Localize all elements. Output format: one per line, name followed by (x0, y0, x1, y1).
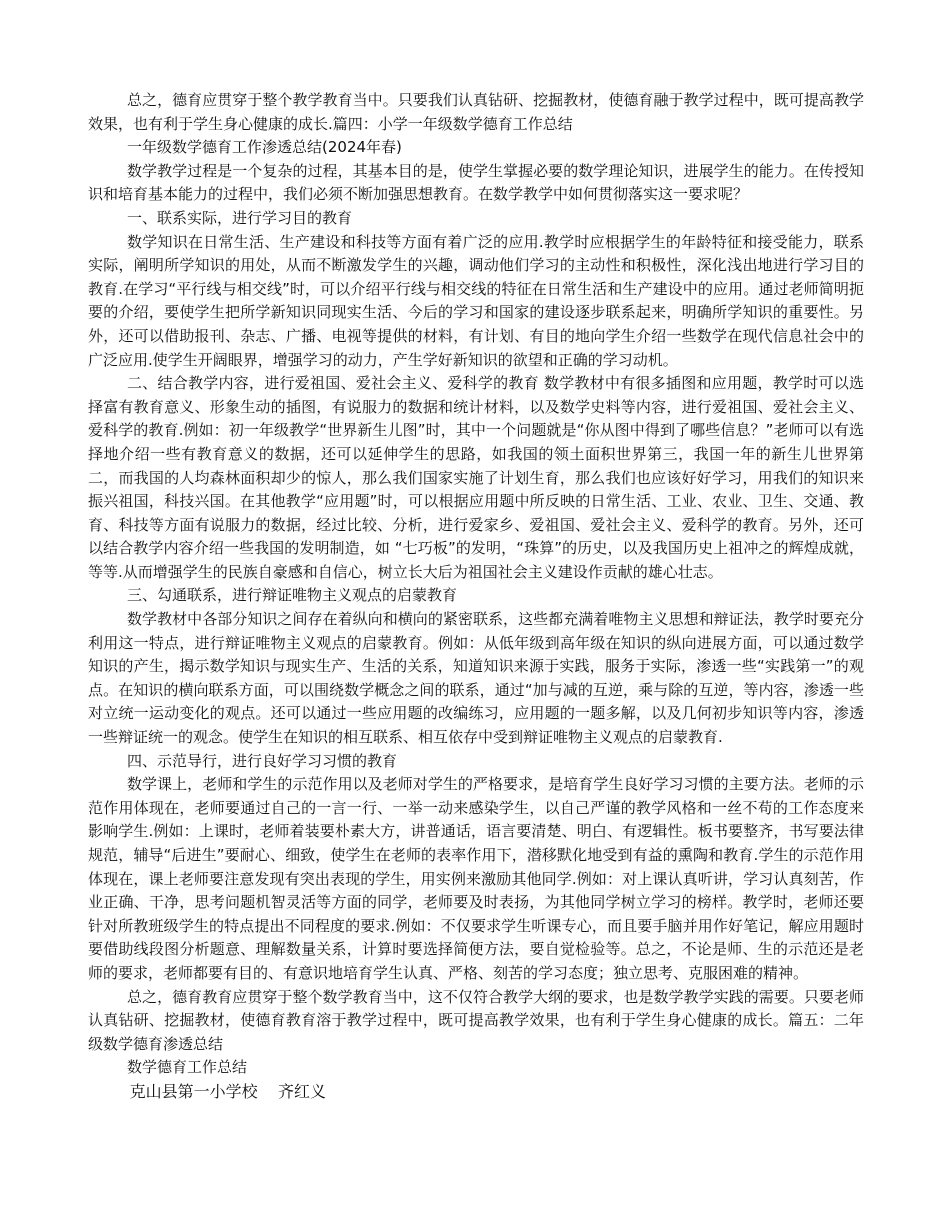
section-4-body: 数学课上，老师和学生的示范作用以及老师对学生的严格要求，是培育学生良好学习习惯的主要方法。老师的示范作用体现在，老师要通过自己的一言一行、一举一动来感染学生，以自己严谨的教学风格和一丝不苟的工作态度来影响学生.例如：上课时，老师着装要朴素大方，讲普通话，语言要清楚、明白、有逻辑性。板书要整齐，书写要法律规范，辅导“后进生”要耐心、细致，使学生在老师的表率作用下，潜移默化地受到有益的熏陶和教育.学生的示范作用体现在，课上老师要注意发现有突出表现的学生，用实例来激励其他同学.例如：对上课认真听讲，学习认真刻苦，作业正确、干净，思考问题机智灵活等方面的同学，老师要及时表扬，为其他同学树立学习的榜样。教学时，老师还要针对所教班级学生的特点提出不同程度的要求.例如：不仅要求学生听课专心，而且要手脑并用作好笔记，解应用题时要借助线段图分析题意、理解数量关系，计算时要选择简便方法，要自觉检验等。总之，不论是师、生的示范还是老师的要求，老师都要有目的、有意识地培育学生认真、严格、刻苦的学习态度；独立思考、克服困难的精神。 (88, 775, 864, 982)
article-title: 一年级数学德育工作渗透总结(2024年春) (127, 138, 402, 157)
section-1-body: 数学知识在日常生活、生产建设和科技等方面有着广泛的应用.教学时应根据学生的年龄特征和接受能力，联系实际，阐明所学知识的用处，从而不断激发学生的兴趣，调动他们学习的主动性和积极性，深化浅出地进行学习目的教育.在学习“平行线与相交线”时，可以介绍平行线与相交线的特征在日常生活和生产建设中的应用。通过老师简明扼要的介绍，要使学生把所学新知识同现实生活、今后的学习和国家的建设逐步联系起来，明确所学知识的重要性。另外，还可以借助报刊、杂志、广播、电视等提供的材料，有计划、有目的地向学生介绍一些数学在现代信息社会中的广泛应用.使学生开阔眼界，增强学习的动力，产生学好新知识的欲望和正确的学习动机。 (88, 232, 864, 369)
section-2-paragraph: 二、结合教学内容，进行爱祖国、爱社会主义、爱科学的教育 数学教材中有很多插图和应用题，教学时可以选择富有教育意义、形象生动的插图，有说服力的数据和统计材料，以及数学史料等内容，进行爱祖国、爱社会主义、爱科学的教育.例如：初一年级教学“世界新生儿图”时，其中一个问题就是“你从图中得到了哪些信息？”老师可以有选择地介绍一些有教育意义的数据，还可以延伸学生的思路，如我国的领土面积世界第三，我国一年的新生儿世界第二，而我国的人均森林面积却少的惊人，那么我们国家实施了计划生育，那么我们也应该好好学习，用我们的知识来振兴祖国，科技兴国。在其他教学“应用题”时，可以根据应用题中所反映的日常生活、工业、农业、卫生、交通、教育、科技等方面有说服力的数据，经过比较、分析，进行爱家乡、爱祖国、爱社会主义、爱科学的教育。另外，还可以结合教学内容介绍一些我国的发明制造，如 “七巧板”的发明，“珠算”的历史，以及我国历史上祖冲之的辉煌成就，等等.从而增强学生的民族自豪感和自信心，树立长大后为祖国社会主义建设作贡献的雄心壮志。 (88, 374, 864, 581)
signature-line (88, 1080, 864, 1104)
closing-paragraph: 总之，德育教育应贯穿于整个数学教育当中，这不仅符合教学大纲的要求，也是数学教学实践的需要。只要老师认真钻研、挖掘教材，使德育教育溶于教学过程中，既可提高教学效果，也有利于学生身心健康的成长。篇五：二年级数学德育渗透总结 (88, 987, 864, 1053)
section-1-heading: 一、联系实际，进行学习目的教育 (127, 208, 353, 227)
section-4-heading: 四、示范导行，进行良好学习习惯的教育 (127, 751, 398, 770)
signature-name: 齐红义 (277, 1081, 326, 1101)
intro-paragraph: 总之，德育应贯穿于整个教学教育当中。只要我们认真钻研、挖掘教材，使德育融于教学过程中，既可提高教学效果，也有利于学生身心健康的成长.篇四：小学一年级数学德育工作总结 (88, 91, 864, 133)
section-3-heading: 三、勾通联系，进行辩证唯物主义观点的启蒙教育 (127, 586, 458, 605)
opening-paragraph: 数学教学过程是一个复杂的过程，其基本目的是，使学生掌握必要的数学理论知识，进展学生的能力。在传授知识和培育基本能力的过程中，我们必须不断加强思想教育。在数学教学中如何贯彻落实这一要求呢？ (88, 161, 864, 204)
signature-school: 克山县第一小学校 (129, 1081, 258, 1101)
next-section-title: 数学德育工作总结 (127, 1058, 248, 1077)
section-3-body: 数学教材中各部分知识之间存在着纵向和横向的紧密联系，这些都充满着唯物主义思想和辩证法，教学时要充分利用这一特点，进行辩证唯物主义观点的启蒙教育。例如：从低年级到高年级在知识的纵向进展方面，可以通过数学知识的产生，揭示数学知识与现实生产、生活的关系，知道知识来源于实践，服务于实际，渗透一些“实践第一”的观点。在知识的横向联系方面，可以围绕数学概念之间的联系，通过“加与减的互逆，乘与除的互逆，等内容，渗透一些对立统一运动变化的观点。还可以通过一些应用题的改编练习，应用题的一题多解，以及几何初步知识等内容，渗透一些辩证统一的观念。使学生在知识的相互联系、相互依存中受到辩证唯物主义观点的启蒙教育. (88, 610, 864, 747)
document-body (88, 89, 864, 1104)
